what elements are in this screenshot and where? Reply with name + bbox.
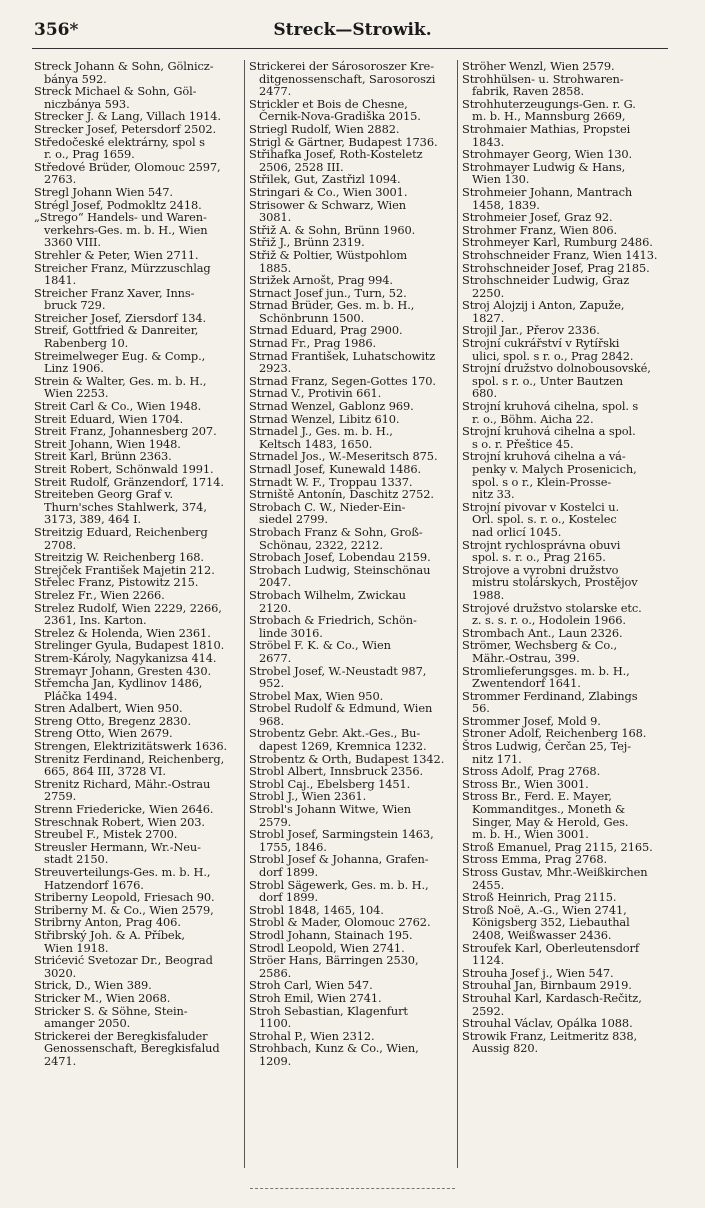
directory-entry: Strobel Rudolf & Edmund, Wien 968.	[249, 701, 433, 728]
directory-column-1	[34, 60, 242, 1200]
directory-entry: Stricker M., Wien 2068.	[34, 990, 171, 1005]
directory-entry: Strnad Wenzel, Gablonz 969.	[249, 399, 414, 414]
directory-entry: Strecker J. & Lang, Villach 1914.	[34, 109, 221, 124]
directory-entry: Strobl's Johann Witwe, Wien 2579.	[249, 802, 412, 829]
directory-entry: Stroj Alojzij i Anton, Zapuže, 1827.	[462, 298, 625, 325]
directory-entry: Strommer Ferdinand, Zlabings 56.	[462, 688, 638, 716]
directory-entry: Strobach Franz & Sohn, Groß- Schönau, 2322, 2212.	[249, 524, 423, 552]
directory-entry: Strnad Brüder, Ges. m. b. H., Schönbrunn 1500.	[249, 298, 415, 325]
directory-entry: Strnad Fr., Prag 1986.	[249, 336, 377, 351]
directory-entry: Strohmayer Georg, Wien 130.	[462, 147, 633, 162]
directory-entry: Strohhülsen- u. Strohwaren- fabrik, Raven 2858.	[462, 71, 624, 99]
directory-entry: Strojové družstvo stolarske etc. z. s. s. r. o., Hodolein 1966.	[462, 600, 642, 628]
directory-entry: Strelez & Holenda, Wien 2361.	[34, 625, 211, 640]
directory-entry: Strigl & Gärtner, Budapest 1736.	[249, 134, 438, 149]
directory-entry: Strobach C. W., Nieder-Ein- siedel 2799.	[249, 499, 406, 527]
directory-entry: Stroß Emanuel, Prag 2115, 2165.	[462, 839, 653, 854]
directory-entry: Strobl 1848, 1465, 104.	[249, 902, 384, 917]
footer-rule	[250, 1188, 455, 1189]
directory-entry: Streit Johann, Wien 1948.	[34, 436, 181, 451]
directory-entry: Strojní družstvo dolnobousovské, spol. s r. o., Unter Bautzen 680.	[462, 361, 651, 401]
directory-entry: Ströbel F. K. & Co., Wien 2677.	[249, 638, 391, 665]
directory-entry: Střiž & Poltier, Wüstpohlom 1885.	[249, 247, 408, 275]
directory-entry: Streitzig W. Reichenberg 168.	[34, 550, 204, 565]
directory-entry: Strowik Franz, Leitmeritz 838, Aussig 820.	[462, 1028, 638, 1056]
directory-entry: Streitzig Eduard, Reichenberg 2708.	[34, 524, 208, 552]
directory-entry: Strommer Josef, Mold 9.	[462, 713, 601, 728]
directory-entry: Strobentz & Orth, Budapest 1342.	[249, 751, 445, 766]
directory-entry: Střiž A. & Sohn, Brünn 1960.	[249, 222, 416, 237]
directory-entry: Stricker S. & Söhne, Stein- amanger 2050.	[34, 1003, 188, 1031]
directory-entry: Štros Ludwig, Čerčan 25, Tej- nitz 171.	[462, 739, 631, 766]
directory-column-3	[462, 60, 668, 1200]
directory-entry: Stroß Noë, A.-G., Wien 2741, Königsberg 352, Liebauthal 2408, Weißwasser 2436.	[462, 902, 630, 942]
directory-entry: Streng Otto, Bregenz 2830.	[34, 713, 191, 728]
directory-entry: Strohmeyer Karl, Rumburg 2486.	[462, 235, 653, 250]
directory-entry: Strobl Josef & Johanna, Grafen- dorf 1899.	[249, 852, 429, 879]
directory-entry: Streubel F., Mistek 2700.	[34, 827, 178, 842]
directory-entry: Stroß Heinrich, Prag 2115.	[462, 890, 617, 905]
directory-entry: Strnad V., Protivin 661.	[249, 386, 382, 401]
directory-entry: Strobl J., Wien 2361.	[249, 789, 367, 804]
directory-entry: Strohmayer Ludwig & Hans, Wien 130.	[462, 159, 626, 187]
directory-entry: Strobl Josef, Sarmingstein 1463, 1755, 1846.	[249, 827, 434, 854]
directory-entry: Strohmeier Josef, Graz 92.	[462, 210, 613, 225]
directory-entry: Strižek Arnošt, Prag 994.	[249, 273, 393, 288]
directory-entry: Strehler & Peter, Wien 2711.	[34, 247, 199, 262]
directory-entry: Středočeské elektrárny, spol s r. o., Prag 1659.	[34, 134, 205, 162]
directory-entry: Strnad Wenzel, Libitz 610.	[249, 411, 400, 426]
directory-entry: Strohhuterzeugungs-Gen. r. G. m. b. H., Mannsburg 2669,	[462, 96, 636, 124]
directory-entry: Strohschneider Ludwig, Graz 2250.	[462, 273, 630, 300]
directory-entry: Strnadel Jos., W.-Meseritsch 875.	[249, 449, 438, 464]
directory-entry: Striberny Leopold, Friesach 90.	[34, 890, 215, 905]
directory-entry: Strohmeier Johann, Mantrach 1458, 1839.	[462, 184, 633, 212]
directory-entry: Streif, Gottfried & Danreiter, Rabenberg 10.	[34, 323, 199, 351]
directory-entry: Strojove a vyrobni družstvo mistru stolárskych, Prostějov 1988.	[462, 562, 638, 602]
directory-entry: Střemcha Jan, Kydlinov 1486, Pláčka 1494.	[34, 676, 203, 703]
directory-entry: Streck Michael & Sohn, Göl- niczbánya 593.	[34, 84, 197, 111]
directory-entry: Strohschneider Josef, Prag 2185.	[462, 260, 650, 275]
directory-entry: Stromlieferungsges. m. b. H., Zwentendorf 1641.	[462, 663, 630, 691]
directory-entry: Strouha Josef j., Wien 547.	[462, 965, 614, 980]
directory-entry: Strickler et Bois de Chesne, Černik-Nova-Gradiška 2015.	[249, 96, 421, 124]
directory-entry: Strein & Walter, Ges. m. b. H., Wien 2253.	[34, 373, 207, 401]
column-divider	[457, 60, 458, 1168]
directory-entry: Streusler Hermann, Wr.-Neu- stadt 2150.	[34, 839, 201, 867]
directory-entry: Streit Eduard, Wien 1704.	[34, 411, 184, 426]
directory-entry: Strnad František, Luhatschowitz 2923.	[249, 348, 436, 376]
directory-column-2	[249, 60, 454, 1200]
directory-entry: Strouhal Václav, Opálka 1088.	[462, 1016, 633, 1031]
directory-entry: Stroh Carl, Wien 547.	[249, 978, 373, 993]
directory-entry: Streiteben Georg Graf v. Thurn'sches Stahlwerk, 374, 3173, 389, 464 I.	[34, 487, 207, 527]
directory-entry: Striegl Rudolf, Wien 2882.	[249, 121, 400, 136]
directory-entry: Strelez Rudolf, Wien 2229, 2266, 2361, Ins. Karton.	[34, 600, 222, 628]
directory-entry: Strojní cukrářství v Rytířski ulici, spol. s r. o., Prag 2842.	[462, 336, 634, 363]
directory-entry: Strejček František Majetin 212.	[34, 562, 215, 577]
directory-entry: Strobel Max, Wien 950.	[249, 688, 384, 703]
directory-entry: „Strego“ Handels- und Waren- verkehrs-Ges. m. b. H., Wien 3360 VIII.	[34, 210, 208, 250]
directory-entry: Stross Br., Ferd. E. Mayer, Kommanditges., Moneth & Singer, May & Herold, Ges. m. b. H., Wien 3001.	[462, 789, 629, 842]
directory-entry: Strengen, Elektrizitätswerk 1636.	[34, 739, 227, 754]
directory-entry: Stren Adalbert, Wien 950.	[34, 701, 183, 716]
directory-entry: Stross Br., Wien 3001.	[462, 776, 589, 791]
directory-entry: Stross Adolf, Prag 2768.	[462, 764, 601, 779]
directory-entry: Střelec Franz, Pistowitz 215.	[34, 575, 199, 590]
running-head: Streck—Strowik.	[273, 20, 432, 40]
directory-entry: Strick, D., Wien 389.	[34, 978, 152, 993]
directory-entry: Streit Carl & Co., Wien 1948.	[34, 399, 202, 414]
directory-entry: Středové Brüder, Olomouc 2597, 2763.	[34, 159, 221, 187]
directory-entry: Strojní kruhová cihelna a spol. s o. r. Přeštice 45.	[462, 424, 636, 451]
directory-entry: Strouhal Karl, Kardasch-Rečitz, 2592.	[462, 990, 642, 1018]
directory-entry: Streck Johann & Sohn, Gölnicz- bánya 592.	[34, 60, 214, 86]
directory-entry: Streicher Josef, Ziersdorf 134.	[34, 310, 207, 325]
directory-entry: Streschnak Robert, Wien 203.	[34, 814, 205, 829]
directory-entry: Strobach & Friedrich, Schön- linde 3016.	[249, 613, 417, 640]
directory-entry: Strouhal Jan, Birnbaum 2919.	[462, 978, 632, 993]
directory-entry: Stross Gustav, Mhr.-Weißkirchen 2455.	[462, 865, 648, 892]
directory-entry: Strohbach, Kunz & Co., Wien, 1209.	[249, 1041, 419, 1068]
directory-entry: Streit Franz, Johannesberg 207.	[34, 424, 217, 439]
directory-entry: Strobl Albert, Innsbruck 2356.	[249, 764, 424, 779]
directory-entry: Stross Emma, Prag 2768.	[462, 852, 608, 867]
directory-entry: Streit Karl, Brünn 2363.	[34, 449, 172, 464]
directory-entry: Strnad Franz, Segen-Gottes 170.	[249, 373, 436, 388]
directory-entry: Strodl Leopold, Wien 2741.	[249, 940, 405, 955]
directory-entry: Stribrny Anton, Prag 406.	[34, 915, 181, 930]
header-rule	[32, 48, 668, 49]
directory-entry: Strojní pivovar v Kostelci u. Orl. spol. s. r. o., Kostelec nad orlicí 1045.	[462, 499, 619, 539]
directory-entry: Strnadel J., Ges. m. b. H., Keltsch 1483, 1650.	[249, 424, 393, 451]
directory-entry: Strobl Sägewerk, Ges. m. b. H., dorf 1899.	[249, 877, 429, 905]
directory-entry: Stroner Adolf, Reichenberg 168.	[462, 726, 647, 741]
directory-entry: Strobach Josef, Lobendau 2159.	[249, 550, 431, 565]
directory-entry: Strohmer Franz, Wien 806.	[462, 222, 618, 237]
directory-entry: Strenitz Richard, Mähr.-Ostrau 2759.	[34, 776, 211, 804]
directory-entry: Streit Robert, Schönwald 1991.	[34, 462, 214, 476]
directory-entry: Strobach Ludwig, Steinschönau 2047.	[249, 562, 431, 590]
directory-entry: Strem-Károly, Nagykanizsa 414.	[34, 650, 217, 665]
directory-entry: Strelinger Gyula, Budapest 1810.	[34, 638, 225, 653]
directory-entry: Stremayr Johann, Gresten 430.	[34, 663, 211, 678]
directory-entry: Strohmaier Mathias, Propstei 1843.	[462, 121, 631, 149]
directory-entry: Strobl & Mader, Olomouc 2762.	[249, 915, 431, 930]
directory-entry: Stregl Johann Wien 547.	[34, 184, 173, 199]
directory-entry: Strojnt rychlosprávna obuvi spol. s. r. o., Prag 2165.	[462, 537, 621, 565]
directory-entry: Strobentz Gebr. Akt.-Ges., Bu- dapest 1269, Kremnica 1232.	[249, 726, 427, 754]
directory-entry: Strnadt W. F., Troppau 1337.	[249, 474, 413, 489]
directory-entry: Stroh Emil, Wien 2741.	[249, 990, 382, 1005]
directory-entry: Strnact Josef jun., Turn, 52.	[249, 285, 407, 300]
directory-entry: Streicher Franz, Mürzzuschlag 1841.	[34, 260, 211, 288]
directory-entry: Strickerei der Beregkisfaluder Genossenschaft, Beregkisfalud 2471.	[34, 1028, 220, 1068]
directory-entry: Strombach Ant., Laun 2326.	[462, 625, 623, 640]
directory-entry: Streimelweger Eug. & Comp., Linz 1906.	[34, 348, 206, 376]
directory-entry: Strohal P., Wien 2312.	[249, 1028, 375, 1043]
directory-entry: Stroh Sebastian, Klagenfurt 1100.	[249, 1003, 408, 1031]
directory-entry: Strecker Josef, Petersdorf 2502.	[34, 121, 217, 136]
directory-entry: Strobach Wilhelm, Zwickau 2120.	[249, 587, 406, 615]
directory-entry: Strobl Caj., Ebelsberg 1451.	[249, 776, 411, 791]
directory-entry: Striberny M. & Co., Wien 2579,	[34, 902, 214, 917]
directory-entry: Ströer Hans, Bärringen 2530, 2586.	[249, 953, 419, 980]
directory-entry: Strojil Jar., Přerov 2336.	[462, 323, 600, 338]
directory-entry: Strnadl Josef, Kunewald 1486.	[249, 462, 422, 476]
directory-entry: Strojní kruhová cihelna, spol. s r. o., Böhm. Aicha 22.	[462, 399, 639, 426]
directory-entry: Strickerei der Sárosoroszer Kre- ditgenossenschaft, Sarosoroszi 2477.	[249, 60, 436, 99]
directory-entry: Streit Rudolf, Gränzendorf, 1714.	[34, 474, 224, 489]
directory-entry: Streuverteilungs-Ges. m. b. H., Hatzendorf 1676.	[34, 865, 211, 892]
directory-entry: Strenn Friedericke, Wien 2646.	[34, 802, 214, 817]
directory-entry: Strodl Johann, Stainach 195.	[249, 927, 413, 942]
directory-entry: Ströher Wenzl, Wien 2579.	[462, 60, 615, 73]
directory-entry: Strelez Fr., Wien 2266.	[34, 587, 165, 602]
directory-entry: Střihafka Josef, Roth-Kosteletz 2506, 2528 III.	[249, 147, 423, 174]
directory-entry: Strenitz Ferdinand, Reichenberg, 665, 864 III, 3728 VI.	[34, 751, 225, 779]
directory-entry: Strégl Josef, Podmokltz 2418.	[34, 197, 202, 212]
directory-entry: Střibrský Joh. & A. Příbek, Wien 1918.	[34, 927, 185, 955]
directory-entry: Stroufek Karl, Oberleutensdorf 1124.	[462, 940, 639, 968]
directory-entry: Strobel Josef, W.-Neustadt 987, 952.	[249, 663, 427, 691]
directory-entry: Strnad Eduard, Prag 2900.	[249, 323, 403, 338]
directory-entry: Strohschneider Franz, Wien 1413.	[462, 247, 658, 262]
directory-entry: Strojní kruhová cihelna a vá- penky v. Malych Prosenicich, spol. s o r., Klein-Prosse- nitz 33.	[462, 449, 637, 502]
directory-entry: Strisower & Schwarz, Wien 3081.	[249, 197, 406, 225]
column-divider	[244, 60, 245, 1168]
directory-entry: Strićević Svetozar Dr., Beograd 3020.	[34, 953, 213, 980]
directory-entry: Streicher Franz Xaver, Inns- bruck 729.	[34, 285, 195, 313]
directory-entry: Stringari & Co., Wien 3001.	[249, 184, 408, 199]
page-number: 356*	[34, 20, 79, 40]
directory-entry: Strömer, Wechsberg & Co., Mähr.-Ostrau, 399.	[462, 638, 618, 665]
directory-entry: Streng Otto, Wien 2679.	[34, 726, 173, 741]
directory-entry: Střilek, Gut, Zastřizl 1094.	[249, 172, 401, 187]
directory-entry: Střiž J., Brünn 2319.	[249, 235, 365, 250]
directory-entry: Strniště Antonín, Daschitz 2752.	[249, 487, 434, 502]
page-header	[0, 0, 705, 50]
